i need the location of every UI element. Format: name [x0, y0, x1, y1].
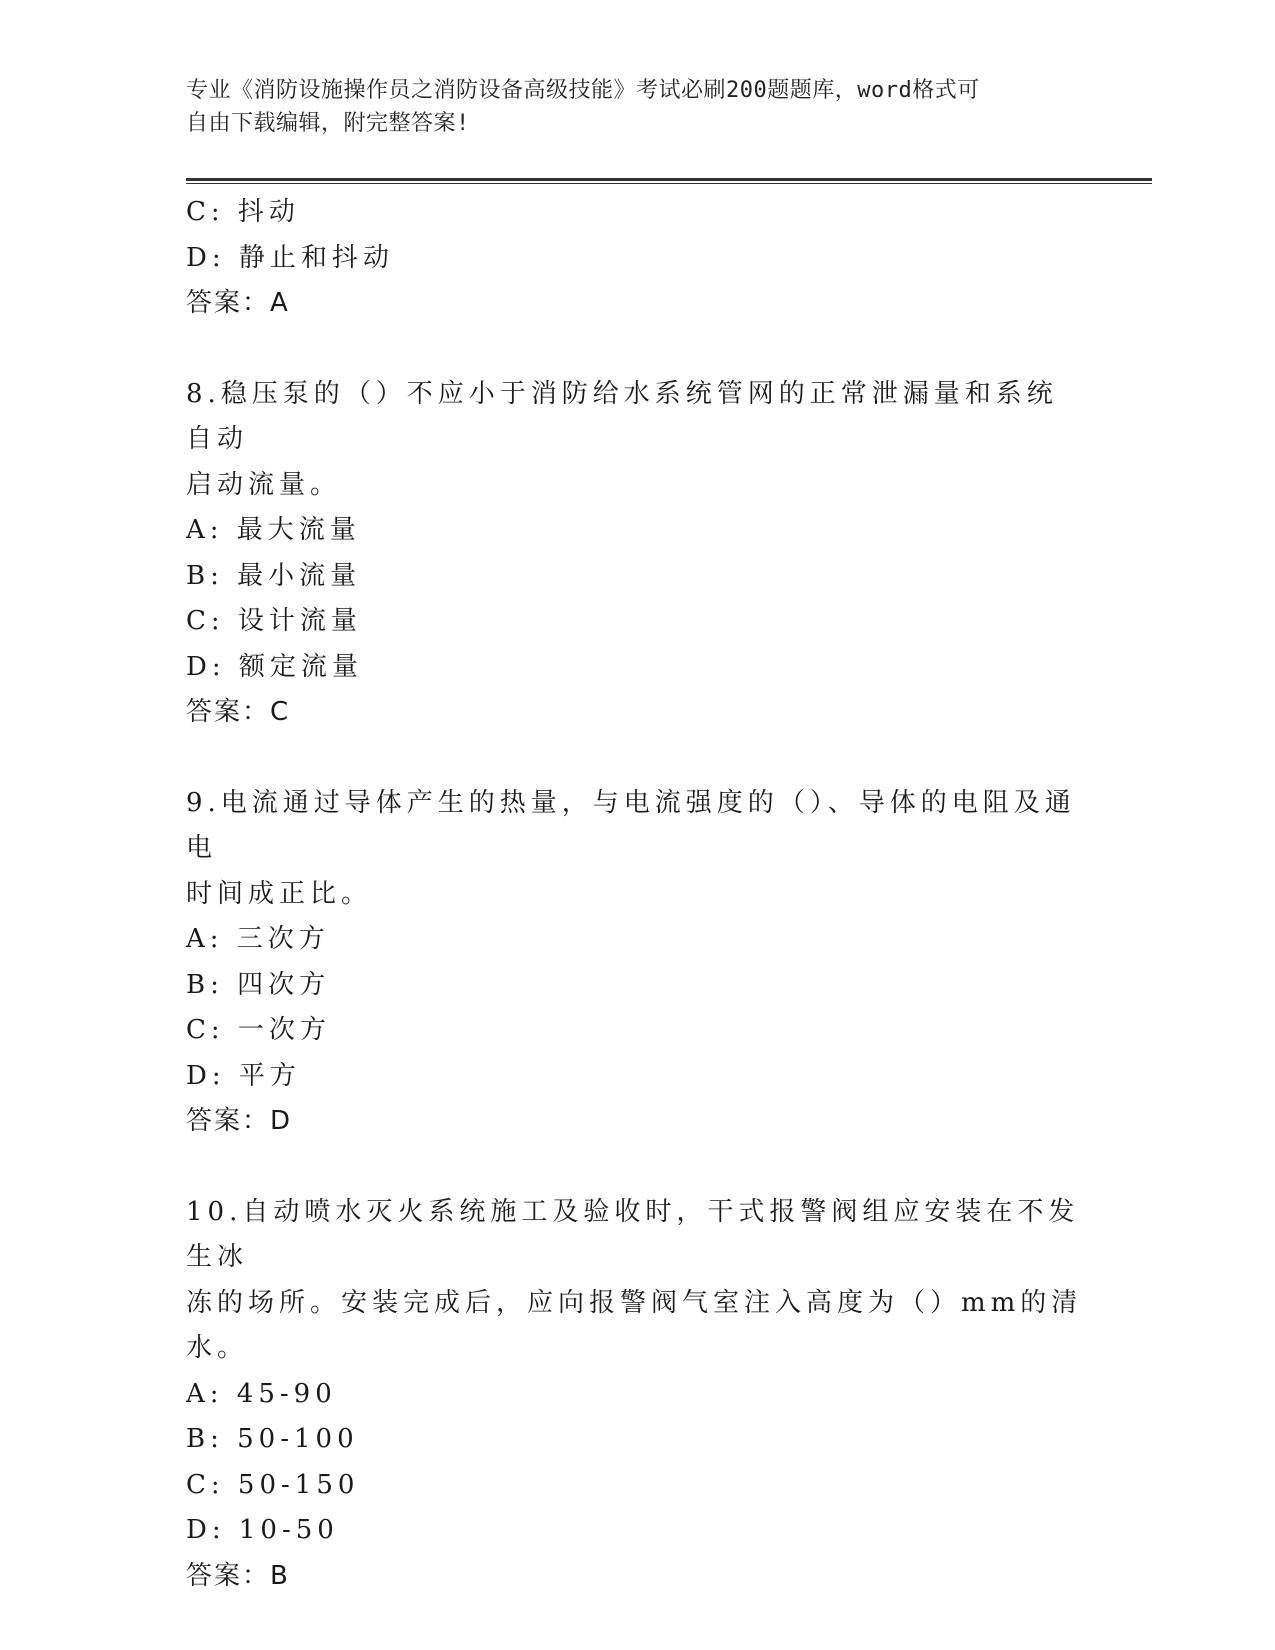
header-title-line-1: 专业《消防设施操作员之消防设备高级技能》考试必刷200题题库，word格式可 [186, 78, 980, 103]
header-divider-thin [186, 183, 1152, 184]
option-a: A: 三次方 [186, 924, 330, 954]
option-c: C: 设计流量 [186, 606, 362, 636]
question-9 [186, 781, 1086, 1145]
header-divider-thick [186, 178, 1152, 181]
question-stem: 8.稳压泵的（）不应小于消防给水系统管网的正常泄漏量和系统自动 [186, 378, 1058, 454]
option-a: A: 最大流量 [186, 515, 361, 545]
answer-line: 答案：C [186, 697, 291, 727]
spacer [186, 736, 1086, 781]
question-stem-continued: 冻的场所。安装完成后，应向报警阀气室注入高度为（）mm的清水。 [186, 1287, 1083, 1363]
answer-line: 答案：B [186, 1560, 290, 1591]
option-d: D: 静止和抖动 [186, 242, 394, 273]
header-title-line-2: 自由下载编辑，附完整答案! [186, 111, 470, 136]
question-list [186, 190, 1086, 1599]
question-stem-continued: 时间成正比。 [186, 878, 373, 909]
question-stem: 10.自动喷水灭火系统施工及验收时，干式报警阀组应安装在不发生冰 [186, 1196, 1080, 1272]
option-b: B: 最小流量 [186, 560, 362, 591]
document-header [186, 74, 1066, 140]
option-c: C: 抖动 [186, 197, 300, 227]
answer-line: 答案：D [186, 1106, 293, 1136]
option-d: D: 额定流量 [186, 651, 363, 682]
answer-line: 答案：A [186, 288, 290, 318]
spacer [186, 1145, 1086, 1190]
question-stem-continued: 启动流量。 [186, 469, 342, 500]
option-b: B: 50-100 [186, 1424, 359, 1454]
option-d: D: 10-50 [186, 1515, 339, 1545]
question-continued [186, 190, 1086, 327]
option-b: B: 四次方 [186, 969, 331, 1000]
option-a: A: 45-90 [186, 1378, 337, 1409]
option-c: C: 一次方 [186, 1015, 331, 1045]
question-10 [186, 1190, 1086, 1600]
option-d: D: 平方 [186, 1060, 301, 1091]
spacer [186, 327, 1086, 372]
question-stem: 9.电流通过导体产生的热量，与电流强度的（）、导体的电阻及通电 [186, 787, 1076, 863]
question-8 [186, 372, 1086, 736]
option-c: C: 50-150 [186, 1469, 360, 1500]
